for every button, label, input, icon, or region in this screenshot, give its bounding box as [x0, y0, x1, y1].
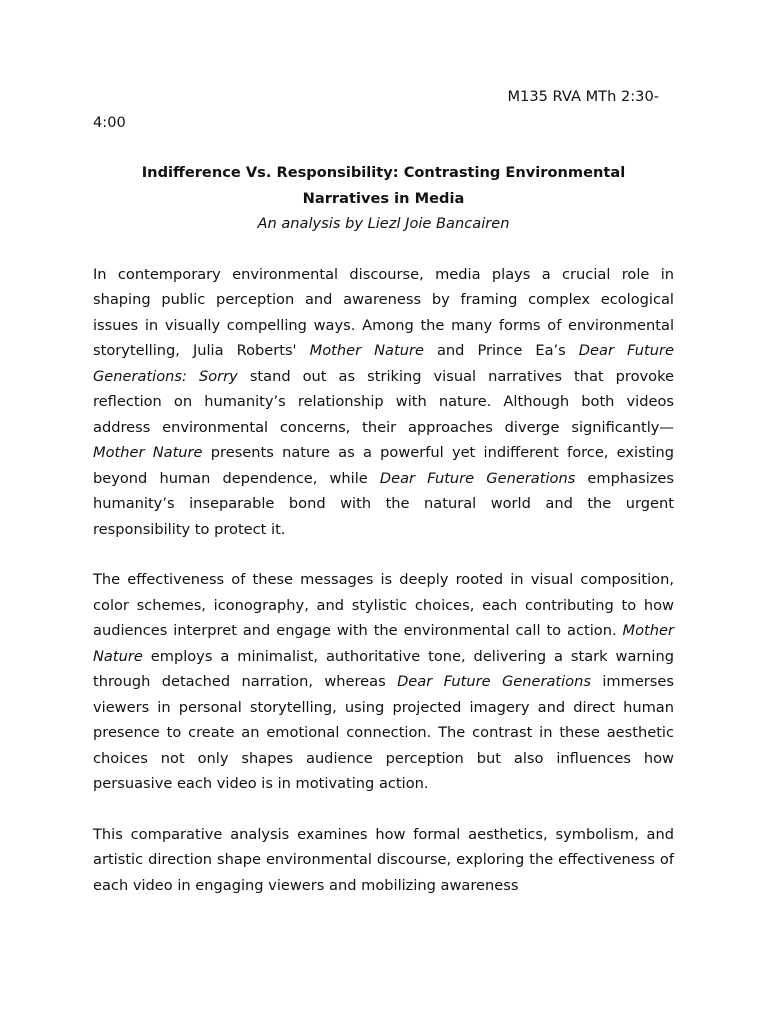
text-run: presents nature as a powerful yet indifferent force, existing beyond human dependence, while: [93, 444, 674, 487]
text-run: employs a minimalist, authoritative tone, delivering a stark warning through detached narration, whereas: [93, 647, 674, 690]
title-reference: Dear Future Generations: [379, 469, 576, 487]
document-title: Indifference Vs. Responsibility: Contrasting Environmental Narratives in Media: [141, 164, 626, 207]
title-reference: Mother Nature: [93, 622, 674, 665]
text-run: emphasizes humanity’s inseparable bond with the natural world and the urgent responsibility to protect it.: [93, 469, 674, 538]
title-reference: Mother Nature: [93, 444, 203, 461]
course-header: [93, 84, 674, 135]
title-reference: Mother Nature: [309, 342, 424, 359]
document-subtitle: An analysis by Liezl Joie Bancairen: [257, 215, 510, 232]
paragraph-intro: [93, 262, 674, 543]
text-run: In contemporary environmental discourse, media plays a crucial role in shaping public perception and awareness by framing complex ecological issues in visually compelling ways. Among the many forms of environmental storytelling, Julia Roberts': [93, 265, 674, 359]
text-run: stand out as striking visual narratives that provoke reflection on humanity’s relationship with nature. Although both videos address environmental concerns, their approaches diverge significantly—: [93, 367, 675, 436]
paragraph-effectiveness: [93, 567, 674, 797]
course-line-2: 4:00: [93, 113, 126, 131]
paragraph-analysis: [93, 822, 674, 899]
text-run: immerses viewers in personal storytelling, using projected imagery and direct human presence to create an emotional connection. The contrast in these aesthetic choices not only shapes audience perception but also influences how persuasive each video is in motivating action.: [93, 673, 674, 792]
text-run: This comparative analysis examines how formal aesthetics, symbolism, and artistic direction shape environmental discourse, exploring the effectiveness of each video in engaging viewers and mobilizing awareness: [93, 825, 674, 894]
text-run: The effectiveness of these messages is deeply rooted in visual composition, color schemes, iconography, and stylistic choices, each contributing to how audiences interpret and engage with the environmental call to action.: [93, 571, 674, 639]
text-run: and Prince Ea’s: [423, 342, 579, 359]
title-reference: Dear Future Generations: [397, 673, 591, 690]
document-page: [93, 84, 674, 898]
course-line-1: M135 RVA MTh 2:30-: [507, 88, 659, 105]
title-reference: Dear Future Generations: Sorry: [93, 342, 674, 385]
